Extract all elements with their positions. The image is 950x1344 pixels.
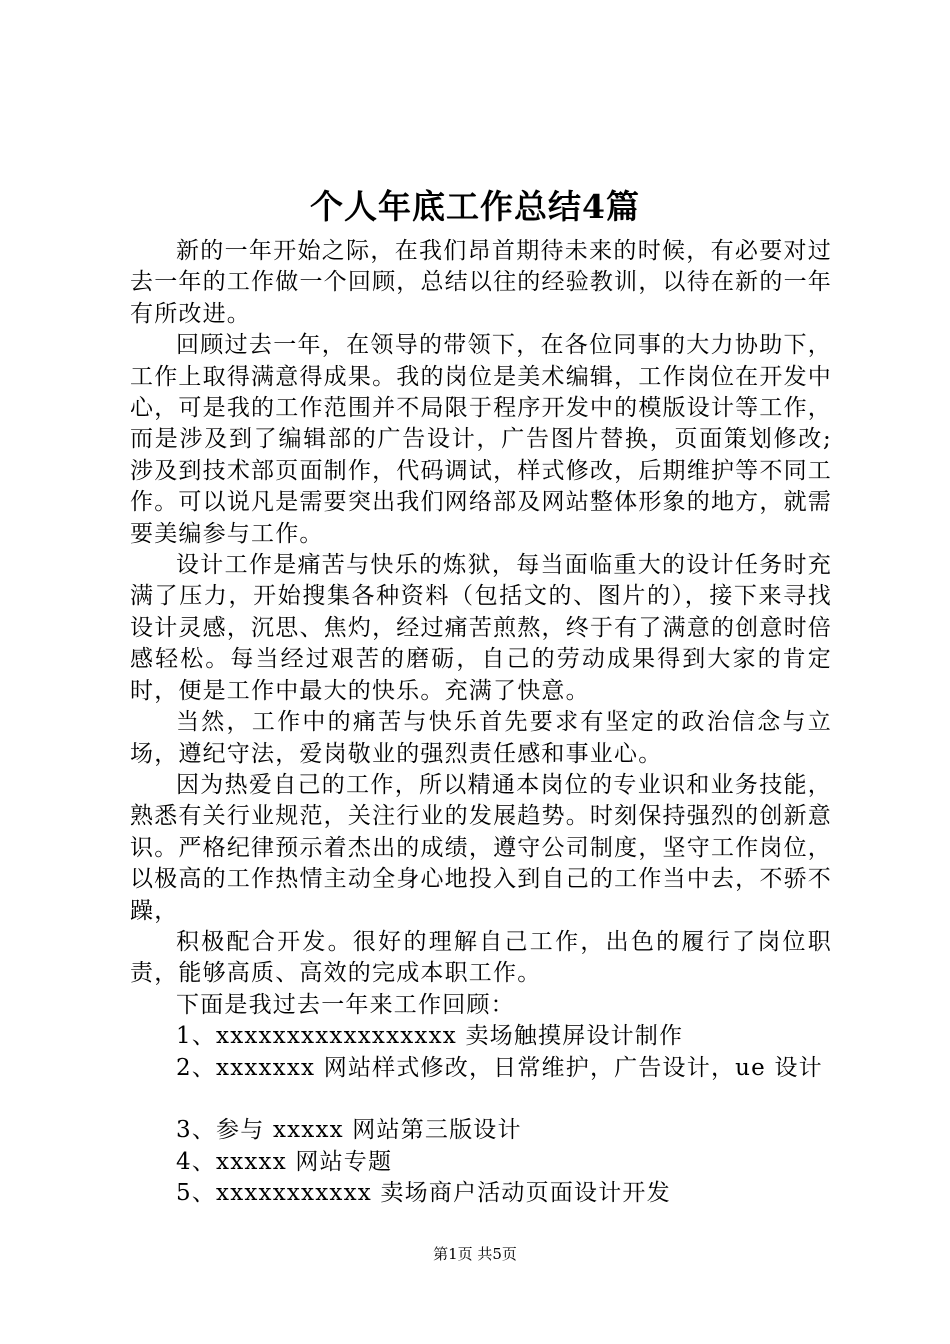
page-number-footer: 第1页 共5页 xyxy=(433,1245,517,1263)
list-item: 3、参与 xxxxx 网站第三版设计 xyxy=(176,1117,522,1144)
paragraph-political-stance: 当然，工作中的痛苦与快乐首先要求有坚定的政治信念与立场，遵纪守法，爱岗敬业的强烈责任感和事业心。 xyxy=(130,709,832,767)
document-body xyxy=(130,236,832,1210)
paragraph-design-work: 设计工作是痛苦与快乐的炼狱，每当面临重大的设计任务时充满了压力，开始搜集各种资料（包括文的、图片的），接下来寻找设计灵感，沉思、焦灼，经过痛苦煎熬，终于有了满意的创意时倍感轻松。每当经过艰苦的磨砺，自己的劳动成果得到大家的肯定时，便是工作中最大的快乐。充满了快意。 xyxy=(130,552,832,704)
list-item: 1、xxxxxxxxxxxxxxxxx 卖场触摸屏设计制作 xyxy=(176,1023,684,1050)
list-item: 2、xxxxxxx 网站样式修改，日常维护，广告设计，ue 设计 xyxy=(176,1054,823,1081)
document-title: 个人年底工作总结4篇 xyxy=(310,187,640,226)
paragraph-love-of-work: 因为热爱自己的工作，所以精通本岗位的专业识和业务技能，熟悉有关行业规范，关注行业的发展趋势。时刻保持强烈的创新意识。严格纪律预示着杰出的成绩，遵守公司制度，坚守工作岗位，以极高的工作热情主动全身心地投入到自己的工作当中去，不骄不躁， xyxy=(130,771,832,924)
paragraph-list-intro: 下面是我过去一年来工作回顾： xyxy=(176,991,515,1018)
paragraph-review: 回顾过去一年，在领导的带领下，在各位同事的大力协助下，工作上取得满意得成果。我的岗位是美术编辑，工作岗位在开发中心，可是我的工作范围并不局限于程序开发中的模版设计等工作，而是涉及到了编辑部的广告设计，广告图片替换，页面策划修改;涉及到技术部页面制作，代码调试，样式修改，后期维护等不同工作。可以说凡是需要突出我们网络部及网站整体形象的地方，就需要美编参与工作。 xyxy=(130,332,832,547)
list-item: 5、xxxxxxxxxxx 卖场商户活动页面设计开发 xyxy=(176,1180,671,1207)
paragraph-cooperation: 积极配合开发。很好的理解自己工作，出色的履行了岗位职责，能够高质、高效的完成本职工作。 xyxy=(130,928,832,987)
list-item: 4、xxxxx 网站专题 xyxy=(176,1148,393,1175)
paragraph-intro: 新的一年开始之际，在我们昂首期待未来的时候，有必要对过去一年的工作做一个回顾，总结以往的经验教训，以待在新的一年有所改进。 xyxy=(130,238,832,327)
